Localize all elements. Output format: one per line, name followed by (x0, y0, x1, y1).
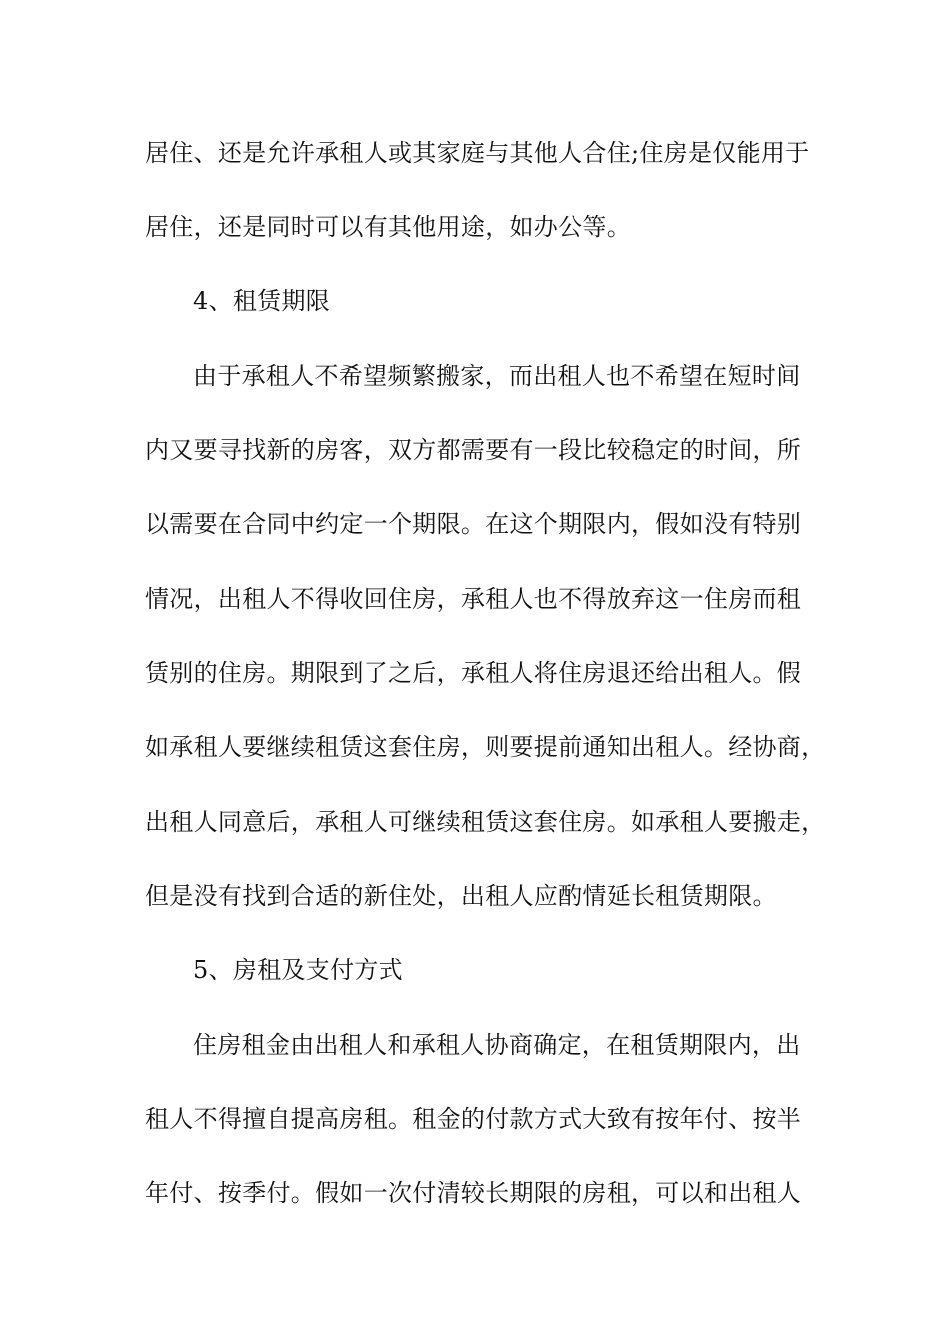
body-text-line: 住房租金由出租人和承租人协商确定，在租赁期限内，出 (193, 1031, 801, 1059)
body-text-line: 租人不得擅自提高房租。租金的付款方式大致有按年付、按半 (145, 1105, 802, 1133)
body-text-line: 年付、按季付。假如一次付清较长期限的房租，可以和出租人 (145, 1179, 802, 1207)
body-text-line: 但是没有找到合适的新住处，出租人应酌情延长租赁期限。 (145, 882, 777, 910)
body-text-line: 以需要在合同中约定一个期限。在这个期限内，假如没有特别 (145, 510, 802, 538)
section-heading-rent-payment: 5、房租及支付方式 (193, 956, 403, 984)
body-text-line: 内又要寻找新的房客，双方都需要有一段比较稳定的时间，所 (145, 436, 802, 464)
body-text-line: 居住、还是允许承租人或其家庭与其他人合住;住房是仅能用于 (145, 139, 810, 167)
body-text-line: 情况，出租人不得收回住房，承租人也不得放弃这一住房而租 (145, 585, 802, 613)
body-text-line: 居住，还是同时可以有其他用途，如办公等。 (145, 213, 631, 241)
body-text-line: 出租人同意后，承租人可继续租赁这套住房。如承租人要搬走， (145, 808, 826, 836)
body-text-line: 赁别的住房。期限到了之后，承租人将住房退还给出租人。假 (145, 659, 802, 687)
body-text-line: 由于承租人不希望频繁搬家，而出租人也不希望在短时间 (193, 362, 801, 390)
body-text-line: 如承租人要继续租赁这套住房，则要提前通知出租人。经协商， (145, 733, 826, 761)
section-heading-lease-term: 4、租赁期限 (193, 287, 331, 315)
